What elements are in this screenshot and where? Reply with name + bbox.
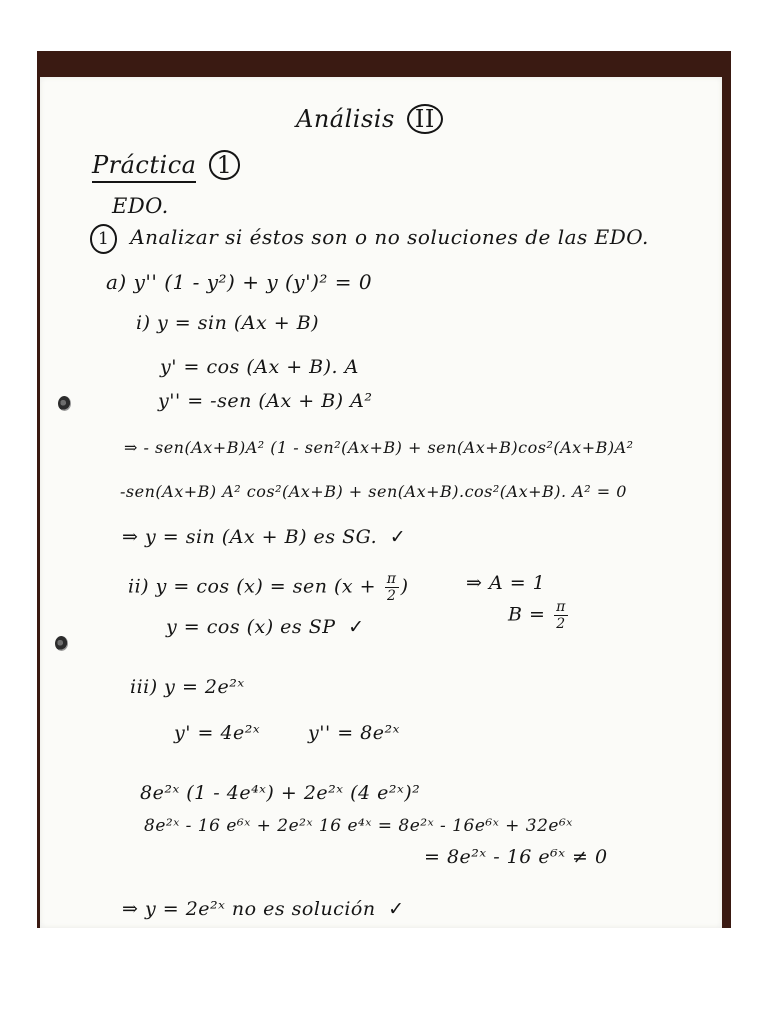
case-ii-definition <box>128 572 409 603</box>
case-ii-conclusion <box>166 616 365 638</box>
case-iii-first-derivative: y' = 4e²ˣ <box>174 722 261 744</box>
case-ii-definition-suffix: ) <box>400 575 409 598</box>
checkmark-icon: ✓ <box>348 616 365 638</box>
case-iii-conclusion-text: ⇒ y = 2e²ˣ no es solución <box>122 898 376 920</box>
case-ii-b-value <box>508 600 570 631</box>
punch-hole-top <box>58 396 71 411</box>
punch-hole-bottom <box>55 636 68 651</box>
case-ii-a-value: ⇒ A = 1 <box>466 572 546 594</box>
case-ii-conclusion-text: y = cos (x) es SP <box>166 616 336 638</box>
exercise-number: 1 <box>90 224 117 254</box>
case-i-conclusion <box>122 526 406 548</box>
title-number: II <box>407 104 443 134</box>
case-i-first-derivative: y' = cos (Ax + B). A <box>160 356 359 378</box>
case-ii-definition-prefix: ii) y = cos (x) = sen (x + <box>128 575 383 598</box>
b-fraction-denominator: 2 <box>556 616 566 632</box>
case-i-definition: i) y = sin (Ax + B) <box>136 312 320 334</box>
b-fraction-numerator: π <box>556 599 566 615</box>
case-iii-conclusion <box>122 898 405 920</box>
b-fraction <box>554 600 568 631</box>
case-iii-substitution-2: 8e²ˣ - 16 e⁶ˣ + 2e²ˣ 16 e⁴ˣ = 8e²ˣ - 16e⁶ˣ + 32e⁶ˣ <box>144 816 573 836</box>
case-i-substitution-2: -sen(Ax+B) A² cos²(Ax+B) + sen(Ax+B).cos²(Ax+B). A² = 0 <box>120 482 627 501</box>
case-i-second-derivative: y'' = -sen (Ax + B) A² <box>158 390 373 412</box>
case-iii-definition: iii) y = 2e²ˣ <box>130 676 245 698</box>
page-title <box>296 104 443 134</box>
case-iii-substitution-3: = 8e²ˣ - 16 e⁶ˣ ≠ 0 <box>424 846 608 868</box>
case-iii-substitution-1: 8e²ˣ (1 - 4e⁴ˣ) + 2e²ˣ (4 e²ˣ)² <box>140 782 421 804</box>
checkmark-icon: ✓ <box>388 898 405 920</box>
fraction-denominator: 2 <box>386 588 397 604</box>
practice-label: Práctica <box>92 151 196 183</box>
equation-a: a) y'' (1 - y²) + y (y')² = 0 <box>106 270 373 294</box>
exercise-text: Analizar si éstos son o no soluciones de las EDO. <box>130 225 649 249</box>
practice-heading <box>92 150 240 180</box>
fraction-numerator: π <box>386 571 397 587</box>
exercise-statement <box>90 224 649 254</box>
topic-label: EDO. <box>112 194 169 218</box>
practice-number: 1 <box>209 150 241 180</box>
title-text: Análisis <box>296 105 395 133</box>
case-i-conclusion-text: ⇒ y = sin (Ax + B) es SG. <box>122 526 378 548</box>
checkmark-icon: ✓ <box>389 526 407 548</box>
case-iii-second-derivative: y'' = 8e²ˣ <box>308 722 400 744</box>
pi-over-two-fraction <box>385 572 399 603</box>
case-i-substitution-1: ⇒ - sen(Ax+B)A² (1 - sen²(Ax+B) + sen(Ax+B)cos²(Ax+B)A² <box>124 438 634 457</box>
case-ii-b-label: B = <box>508 603 552 626</box>
